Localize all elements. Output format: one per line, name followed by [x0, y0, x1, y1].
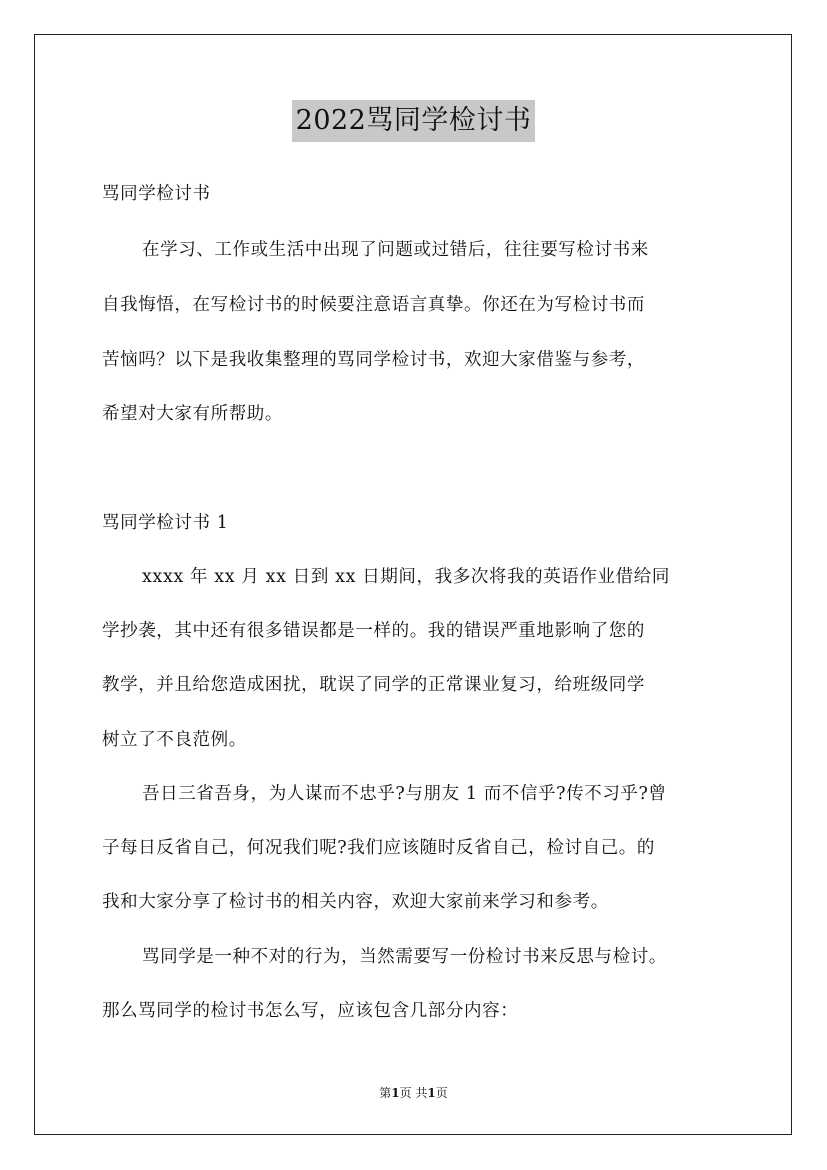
footer-prefix: 第 [379, 1086, 392, 1100]
footer-suffix: 页 [435, 1086, 448, 1100]
section-heading: 骂同学检讨书 [102, 184, 211, 204]
paragraph-line: 那么骂同学的检讨书怎么写，应该包含几部分内容： [102, 1001, 519, 1021]
paragraph-line: 学抄袭，其中还有很多错误都是一样的。我的错误严重地影响了您的 [102, 621, 645, 641]
paragraph-line: 树立了不良范例。 [102, 730, 247, 750]
title-container [0, 100, 827, 142]
section-heading: 骂同学检讨书 1 [102, 513, 229, 533]
footer-total-pages: 1 [427, 1086, 436, 1100]
paragraph-line: 吾日三省吾身，为人谋而不忠乎?与朋友 1 而不信乎?传不习乎?曾 [142, 784, 667, 804]
paragraph-line: 教学，并且给您造成困扰，耽误了同学的正常课业复习，给班级同学 [102, 675, 645, 695]
intro-line: 自我悔悟，在写检讨书的时候要注意语言真挚。你还在为写检讨书而 [102, 295, 645, 315]
paragraph-line: 子每日反省自己，何况我们呢?我们应该随时反省自己，检讨自己。的 [102, 838, 655, 858]
document-title: 2022骂同学检讨书 [292, 100, 536, 142]
intro-line: 苦恼吗？以下是我收集整理的骂同学检讨书，欢迎大家借鉴与参考， [102, 350, 645, 370]
paragraph-line: 骂同学是一种不对的行为，当然需要写一份检讨书来反思与检讨。 [142, 947, 667, 967]
footer-mid: 页 共 [399, 1086, 428, 1100]
paragraph-line: xxxx 年 xx 月 xx 日到 xx 日期间，我多次将我的英语作业借给同 [142, 567, 670, 587]
paragraph-line: 我和大家分享了检讨书的相关内容，欢迎大家前来学习和参考。 [102, 892, 609, 912]
intro-line: 在学习、工作或生活中出现了问题或过错后，往往要写检讨书来 [142, 240, 649, 260]
page-footer [0, 1084, 827, 1101]
footer-current-page: 1 [391, 1086, 400, 1100]
intro-line: 希望对大家有所帮助。 [102, 404, 283, 424]
